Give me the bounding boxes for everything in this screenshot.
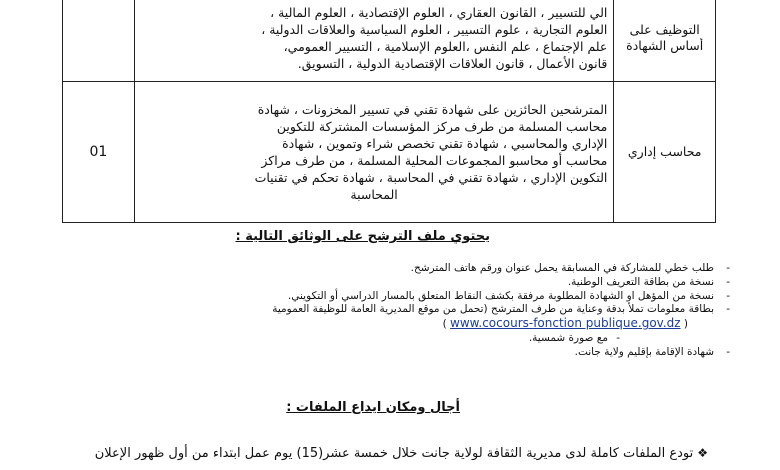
document-text: بطاقة معلومات تملأ بدقة وعناية من طرف المترشح (تحمل من موقع المديرية العامة للوظيفة العمومية	[272, 303, 714, 316]
qualifications-cell	[134, 82, 614, 223]
position-title-line: محاسب إداري	[627, 144, 702, 159]
diamond-bullet-icon: ❖	[697, 446, 708, 460]
list-item: - طلب خطي للمشاركة في المسابقة يحمل عنوان ورقم هاتف المترشح.	[410, 262, 730, 274]
positions-table	[62, 0, 716, 223]
document-text: مع صورة شمسية.	[528, 331, 608, 344]
qualification-line: الي للتسيير ، القانون العقاري ، العلوم الإقتصادية ، العلوم المالية ،	[270, 5, 608, 20]
qualification-line: الإداري والمحاسبي ، شهادة تقني تخصص شراء وتموين ، شهادة	[282, 136, 608, 151]
qualification-line: قانون الأعمال ، قانون العلاقات الإقتصادية الدولية ، التسويق.	[297, 56, 608, 71]
position-title-cell	[614, 82, 716, 223]
positions-count-cell: 01	[63, 82, 135, 223]
qualification-line: العلوم التجارية ، علوم التسيير ، العلوم السياسية والعلاقات الدولية ،	[261, 22, 608, 37]
deadline-heading: أجال ومكان ايداع الملفات :	[286, 400, 460, 415]
qualification-line: محاسب المسلمة من طرف مركز المؤسسات المشتركة للتكوين	[276, 119, 608, 134]
table-row	[63, 0, 716, 82]
document-text: شهادة الإقامة بإقليم ولاية جانت.	[574, 345, 714, 358]
table-row	[63, 82, 716, 223]
qualification-line: المحاسبة	[350, 187, 398, 202]
list-item: - بطاقة معلومات تملأ بدقة وعناية من طرف المترشح (تحمل من موقع المديرية العامة للوظيفة العمومية	[272, 303, 730, 316]
document-text: طلب خطي للمشاركة في المسابقة يحمل عنوان ورقم هاتف المترشح.	[410, 262, 714, 274]
position-title-cell	[614, 0, 716, 82]
website-link[interactable]: www.cocours-fonction publique.gov.dz	[450, 316, 681, 331]
qualification-line: المترشحين الحائزين على شهادة تقني في تسيير المخزونات ، شهادة	[257, 102, 608, 117]
qualification-line: علم الإجتماع ، علم النفس ،العلوم الإسلامية ، التسيير العمومي،	[283, 39, 608, 54]
list-item: - شهادة الإقامة بإقليم ولاية جانت.	[574, 345, 730, 358]
list-item: - نسخة من بطاقة التعريف الوطنية.	[567, 275, 730, 288]
link-suffix: )	[442, 318, 451, 331]
document-text: نسخة من بطاقة التعريف الوطنية.	[567, 275, 714, 288]
link-prefix: (	[680, 318, 688, 331]
qualification-line: محاسب أو محاسبو المجموعات المحلية المسلمة ، من طرف مراكز	[261, 153, 608, 168]
qualifications-cell	[134, 0, 614, 82]
documents-heading: يحتوي ملف الترشح على الوثائق التالية :	[235, 229, 490, 244]
deposit-text: تودع الملفات كاملة لدى مديرية الثقافة لولاية جانت خلال خمسة عشر(15) يوم عمل ابتداء من أول ظهور الإعلان	[94, 446, 694, 461]
documents-list	[198, 262, 730, 360]
position-title-line: التوظيف على	[629, 22, 700, 37]
position-title-line: أساس الشهادة	[626, 38, 704, 53]
list-item	[198, 317, 718, 332]
list-item: - نسخة من المؤهل او الشهادة المطلوبة مرفقة بكشف النقاط المتعلق بالمسار الدراسي أو التكويني.	[287, 289, 730, 302]
deposit-paragraph	[95, 446, 708, 461]
qualification-line: التكوين الإداري ، شهادة تقني في المحاسبة ، شهادة تحكم في تقنيات	[254, 170, 608, 185]
document-text: نسخة من المؤهل او الشهادة المطلوبة مرفقة بكشف النقاط المتعلق بالمسار الدراسي أو التكويني.	[287, 289, 714, 302]
positions-count-cell	[63, 0, 135, 82]
list-item: - مع صورة شمسية.	[528, 331, 620, 344]
